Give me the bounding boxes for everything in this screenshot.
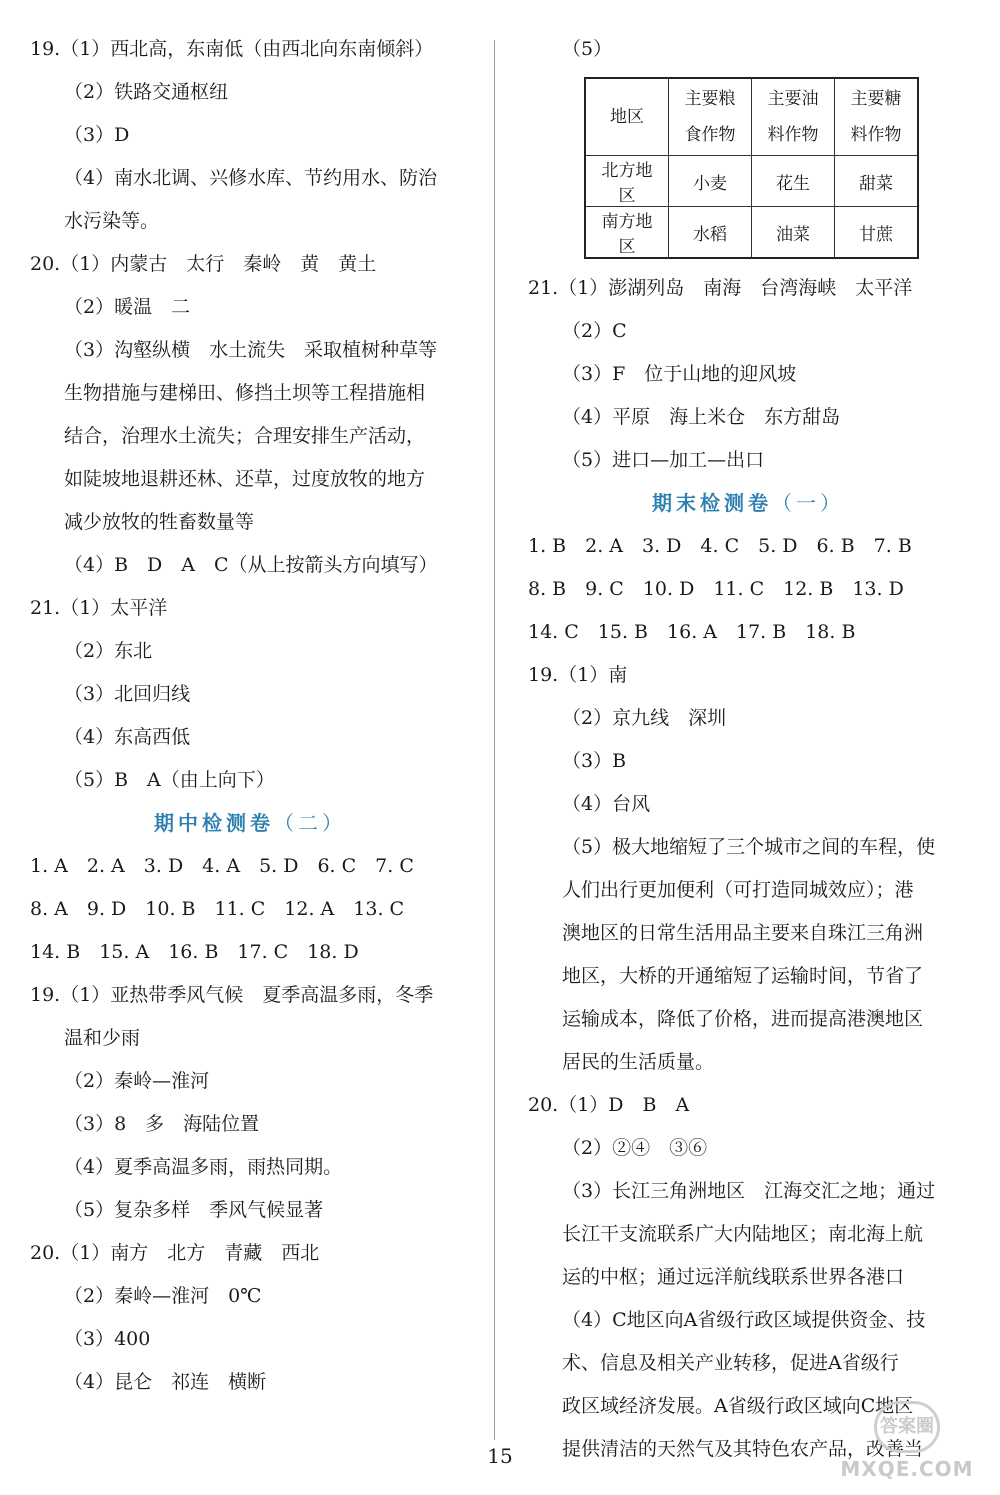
section-heading-title: 期中检测卷 bbox=[154, 811, 274, 835]
table-body bbox=[585, 156, 918, 259]
table-row bbox=[585, 207, 918, 259]
table-cell: 水稻 bbox=[669, 207, 752, 259]
answer-line: 20.（1）D B A bbox=[528, 1094, 690, 1116]
answer-line: 19.（1）亚热带季风气候 夏季高温多雨，冬季 bbox=[30, 984, 434, 1006]
table-cell: 南方地区 bbox=[585, 207, 669, 259]
answer-line: 术、信息及相关产业转移，促进A省级行 bbox=[562, 1352, 899, 1374]
answer-line: 人们出行更加便利（可打造同城效应）；港 bbox=[562, 879, 914, 901]
table-cell: 油菜 bbox=[752, 207, 835, 259]
answer-line: （2）暖温 二 bbox=[64, 296, 191, 318]
answer-line: （4）C地区向A省级行政区域提供资金、技 bbox=[562, 1309, 926, 1331]
answer-line: 运输成本，降低了价格，进而提高港澳地区 bbox=[562, 1008, 924, 1030]
table-cell: 花生 bbox=[752, 156, 835, 207]
table-header-text: 料作物 bbox=[850, 125, 902, 145]
answer-line: （2）东北 bbox=[64, 640, 153, 662]
section-heading-final-1 bbox=[528, 482, 968, 525]
answer-line: （4）昆仑 祁连 横断 bbox=[64, 1371, 267, 1393]
answer-line: 19.（1）西北高，东南低（由西北向东南倾斜） bbox=[30, 38, 434, 60]
watermark-badge: 答案圈 bbox=[874, 1401, 940, 1453]
answer-line: （5）复杂多样 季风气候显著 bbox=[64, 1199, 324, 1221]
table-question-label: （5） bbox=[562, 38, 613, 60]
table-header-text: 地区 bbox=[610, 107, 644, 127]
table-header-cell bbox=[835, 78, 919, 156]
table-header-text: 料作物 bbox=[767, 125, 819, 145]
answer-line: （2）秦岭—淮河 bbox=[64, 1070, 210, 1092]
answer-line: （5）极大地缩短了三个城市之间的车程，使 bbox=[562, 836, 936, 858]
answer-line: 生物措施与建梯田、修挡土坝等工程措施相 bbox=[64, 382, 426, 404]
column-divider bbox=[494, 40, 495, 1440]
answer-line: （4）平原 海上米仓 东方甜岛 bbox=[562, 406, 841, 428]
answer-line: （3）沟壑纵横 水土流失 采取植树种草等 bbox=[64, 339, 438, 361]
answer-line: （3）B bbox=[562, 750, 627, 772]
answer-line: 如陡坡地退耕还林、还草，过度放牧的地方 bbox=[64, 468, 426, 490]
section-heading-midterm-2 bbox=[30, 802, 470, 845]
right-answer-block-1 bbox=[528, 267, 968, 482]
right-column bbox=[528, 28, 968, 1471]
answer-line: 14. C 15. B 16. A 17. B 18. B bbox=[528, 621, 856, 643]
answer-line: （5）B A（由上向下） bbox=[64, 769, 275, 791]
answer-line: 20.（1）内蒙古 太行 秦岭 黄 黄土 bbox=[30, 253, 377, 275]
answer-line: 21.（1）澎湖列岛 南海 台湾海峡 太平洋 bbox=[528, 277, 913, 299]
answer-line: 居民的生活质量。 bbox=[562, 1051, 715, 1073]
left-answer-block-1 bbox=[30, 28, 470, 802]
site-watermark-logo bbox=[832, 1401, 982, 1481]
answer-line: （2）秦岭—淮河 0℃ bbox=[64, 1285, 262, 1307]
table-header-text: 主要油 bbox=[767, 89, 819, 109]
answer-line: （2）C bbox=[562, 320, 627, 342]
table-header-cell bbox=[669, 78, 752, 156]
table-header-text: 食作物 bbox=[684, 125, 736, 145]
answer-line: 21.（1）太平洋 bbox=[30, 597, 168, 619]
table-row bbox=[585, 156, 918, 207]
table-header-text: 主要粮 bbox=[684, 89, 736, 109]
answer-line: 减少放牧的牲畜数量等 bbox=[64, 511, 255, 533]
answer-line: 19.（1）南 bbox=[528, 664, 628, 686]
left-column bbox=[30, 28, 470, 1404]
answer-line: （2）京九线 深圳 bbox=[562, 707, 727, 729]
table-cell: 甘蔗 bbox=[835, 207, 919, 259]
answer-line: 运的中枢；通过远洋航线联系世界各港口 bbox=[562, 1266, 905, 1288]
crops-answer-table bbox=[584, 77, 919, 259]
answer-line: 8. B 9. C 10. D 11. C 12. B 13. D bbox=[528, 578, 904, 600]
table-cell: 甜菜 bbox=[835, 156, 919, 207]
answer-line: 8. A 9. D 10. B 11. C 12. A 13. C bbox=[30, 898, 405, 920]
section-heading-number: （一） bbox=[772, 491, 844, 515]
answer-line: （2）铁路交通枢纽 bbox=[64, 81, 229, 103]
answer-line: 水污染等。 bbox=[64, 210, 160, 232]
table-header-row bbox=[585, 78, 918, 156]
answer-line: 温和少雨 bbox=[64, 1027, 141, 1049]
page-number: 15 bbox=[487, 1444, 513, 1468]
answer-line: （4）B D A C（从上按箭头方向填写） bbox=[64, 554, 438, 576]
answer-line: （4）东高西低 bbox=[64, 726, 191, 748]
answer-line: 长江干支流联系广大内陆地区；南北海上航 bbox=[562, 1223, 924, 1245]
section-heading-number: （二） bbox=[274, 811, 346, 835]
table-header-cell bbox=[585, 78, 669, 156]
left-answer-block-2 bbox=[30, 845, 470, 1404]
answer-line: （4）台风 bbox=[562, 793, 651, 815]
answer-line: （3）北回归线 bbox=[64, 683, 191, 705]
answer-line: （2）②④ ③⑥ bbox=[562, 1137, 708, 1159]
answer-line: 地区，大桥的开通缩短了运输时间，节省了 bbox=[562, 965, 924, 987]
table-cell: 小麦 bbox=[669, 156, 752, 207]
answer-line: （3）8 多 海陆位置 bbox=[64, 1113, 260, 1135]
answer-line: 提供清洁的天然气及其特色农产品，改善当 bbox=[562, 1438, 924, 1460]
right-answer-block-2 bbox=[528, 525, 968, 1471]
answer-line: 政区域经济发展。A省级行政区域向C地区 bbox=[562, 1395, 914, 1417]
answer-line: 结合，治理水土流失；合理安排生产活动， bbox=[64, 425, 426, 447]
table-cell: 北方地区 bbox=[585, 156, 669, 207]
answer-line: （3）长江三角洲地区 江海交汇之地；通过 bbox=[562, 1180, 936, 1202]
answer-line: 14. B 15. A 16. B 17. C 18. D bbox=[30, 941, 359, 963]
answer-line: （4）夏季高温多雨，雨热同期。 bbox=[64, 1156, 343, 1178]
answer-line: （3）400 bbox=[64, 1328, 151, 1350]
table-header-cell bbox=[752, 78, 835, 156]
answer-line: （3）F 位于山地的迎风坡 bbox=[562, 363, 797, 385]
table-header-text: 主要糖 bbox=[850, 89, 902, 109]
answer-line: （3）D bbox=[64, 124, 130, 146]
answer-line: （5）进口—加工—出口 bbox=[562, 449, 765, 471]
answer-line: 20.（1）南方 北方 青藏 西北 bbox=[30, 1242, 320, 1264]
answer-line: （4）南水北调、兴修水库、节约用水、防治 bbox=[64, 167, 438, 189]
answer-line: 1. B 2. A 3. D 4. C 5. D 6. B 7. B bbox=[528, 535, 912, 557]
section-heading-title: 期末检测卷 bbox=[652, 491, 772, 515]
answer-line: 1. A 2. A 3. D 4. A 5. D 6. C 7. C bbox=[30, 855, 414, 877]
watermark-site: MXQE.COM bbox=[840, 1457, 974, 1481]
answer-line: 澳地区的日常生活用品主要来自珠江三角洲 bbox=[562, 922, 924, 944]
